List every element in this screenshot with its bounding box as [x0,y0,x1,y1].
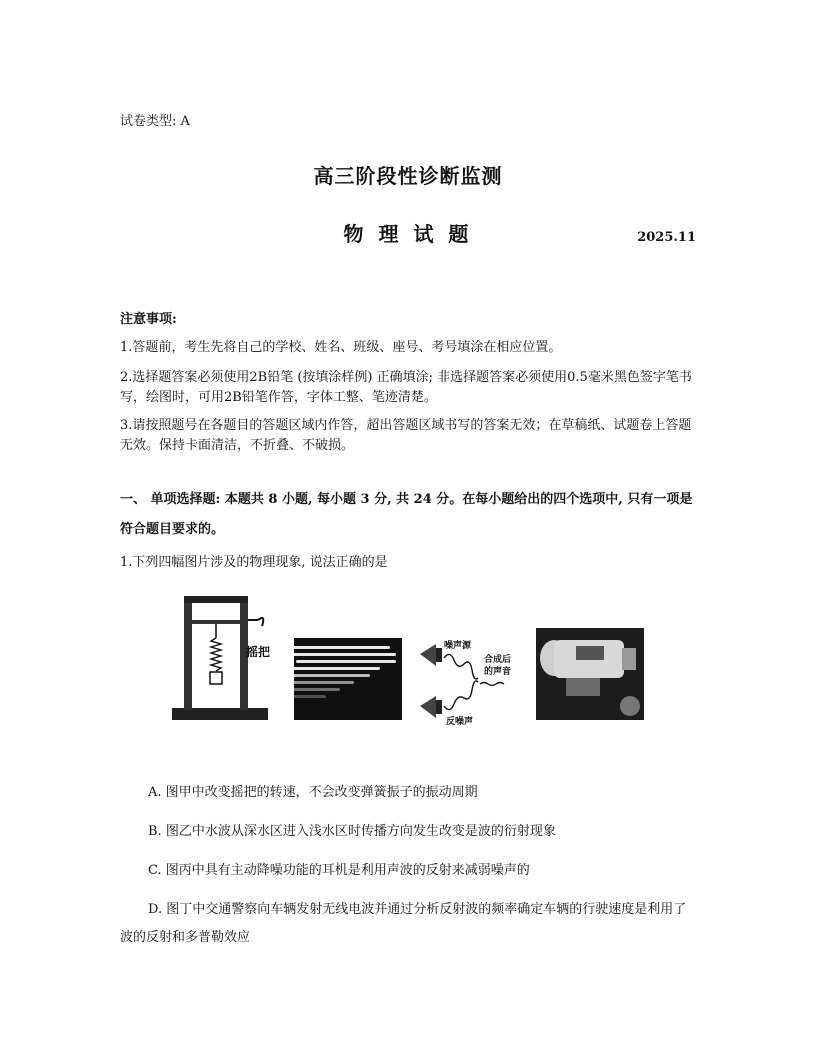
notice-item-1: 1.答题前，考生先将自己的学校、姓名、班级、座号、考号填涂在相应位置。 [120,340,562,355]
radar-gun-icon [536,628,644,720]
figure-noise-cancellation [414,636,526,726]
notice-heading: 注意事项: [120,312,177,327]
figure-spring-oscillator [170,590,280,725]
anti-noise-label: 反噪声 [446,717,474,726]
combined-sound-label-1: 合成后 [484,655,512,665]
paper-type: 试卷类型: A [120,114,190,129]
option-a: A. 图甲中改变摇把的转速，不会改变弹簧振子的振动周期 [148,785,478,800]
figure-speed-radar [536,628,644,720]
subject-title: 物 理 试 题 [343,222,473,246]
option-c: C. 图丙中具有主动降噪功能的耳机是利用声波的反射来减弱噪声的 [148,863,530,878]
notice-item-3: 3.请按照题号在各题目的答题区域内作答，超出答题区域书写的答案无效；在草稿纸、试题卷上答题无效。保持卡面清洁，不折叠、不破损。 [120,418,692,453]
exam-date: 2025.11 [637,230,696,245]
question-1-stem: 1.下列四幅图片涉及的物理现象, 说法正确的是 [120,555,388,570]
option-b: B. 图乙中水波从深水区进入浅水区时传播方向发生改变是波的衍射现象 [148,824,556,839]
option-d: D. 图丁中交通警察向车辆发射无线电波并通过分析反射波的频率确定车辆的行驶速度是利用了波的反射和多普勒效应 [120,902,687,945]
exam-title: 高三阶段性诊断监测 [313,164,503,188]
figure-water-waves [294,638,402,720]
crank-label: 摇把 [246,645,271,659]
combined-sound-label-2: 的声音 [484,667,512,677]
section-title: 一、 单项选择题: 本题共 8 小题, 每小题 3 分, 共 24 分。在每小题给出的四个选项中, 只有一项是符合题目要求的。 [120,492,693,537]
noise-source-label: 噪声源 [444,641,472,651]
notice-item-2: 2.选择题答案必须使用2B铅笔 (按填涂样例) 正确填涂; 非选择题答案必须使用0.5毫米黑色签字笔书写，绘图时，可用2B铅笔作答，字体工整、笔迹清楚。 [120,370,692,405]
